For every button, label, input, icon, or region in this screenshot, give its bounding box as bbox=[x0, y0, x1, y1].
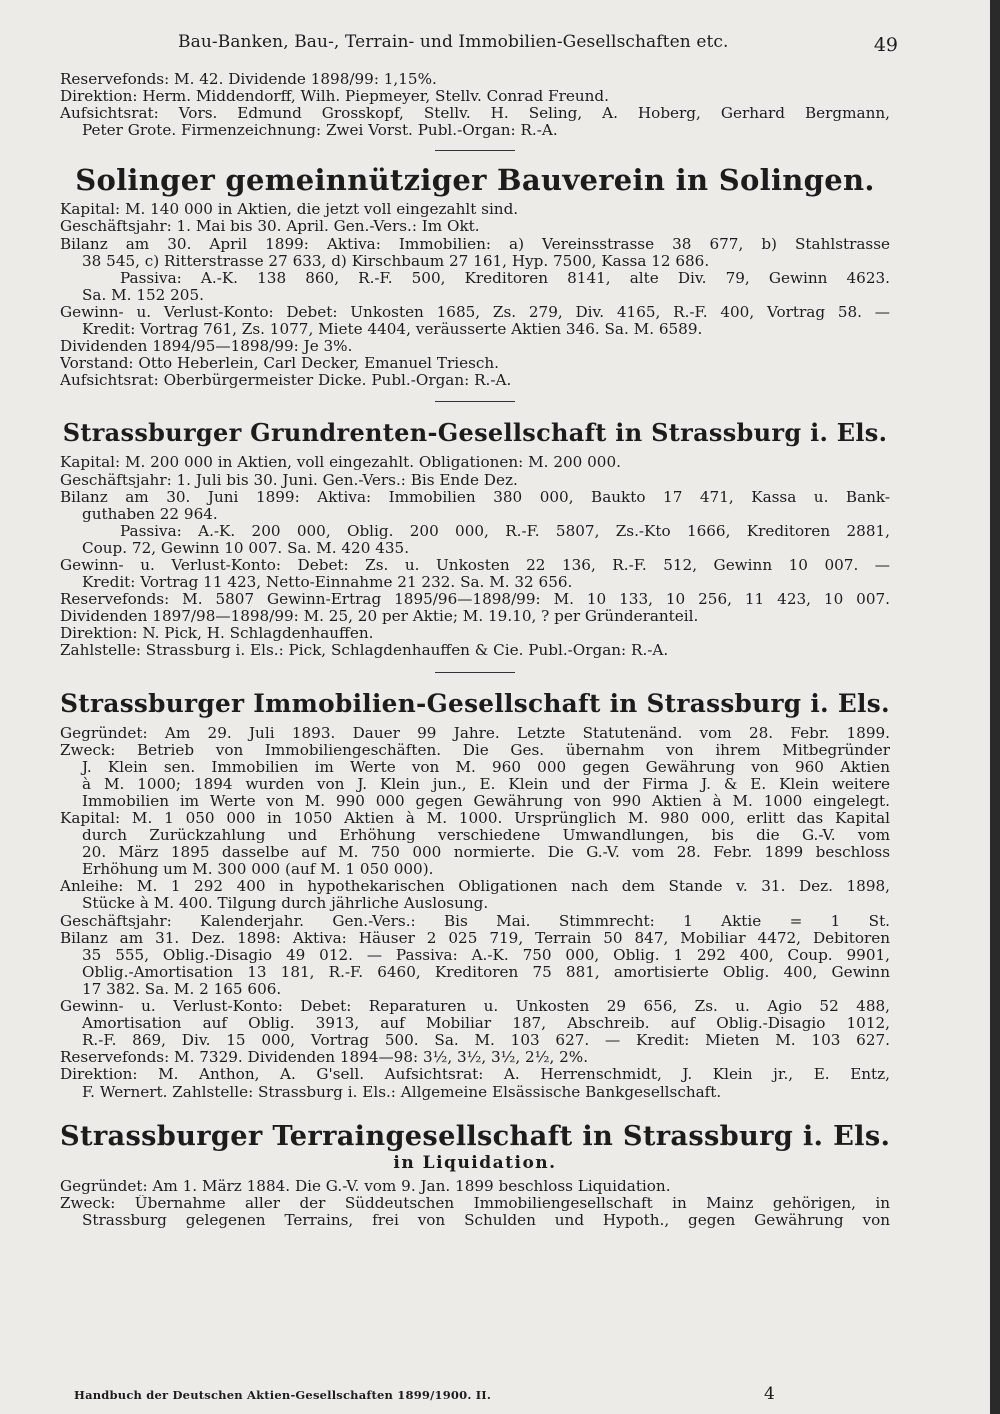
entry-title: Strassburger Terraingesellschaft in Strassburg i. Els. bbox=[60, 1119, 890, 1152]
page-footer bbox=[74, 1384, 844, 1410]
entry-previous-continuation bbox=[60, 71, 890, 139]
text-line: Gewinn- u. Verlust-Konto: Debet: Reparaturen u. Unkosten 29 656, Zs. u. Agio 52 488, bbox=[60, 998, 890, 1016]
text-line: Gewinn- u. Verlust-Konto: Debet: Zs. u. Unkosten 22 136, R.-F. 512, Gewinn 10 007. — bbox=[60, 556, 890, 574]
text-line: Bilanz am 30. Juni 1899: Aktiva: Immobilien 380 000, Baukto 17 471, Kassa u. Bank- bbox=[60, 488, 890, 506]
entry-subtitle: in Liquidation. bbox=[393, 1152, 557, 1173]
text-line: 38 545, c) Ritterstrasse 27 633, d) Kirschbaum 27 161, Hyp. 7500, Kassa 12 686. bbox=[82, 252, 710, 270]
section-divider bbox=[435, 150, 515, 151]
entry-immobilien bbox=[60, 687, 890, 1101]
text-line: guthaben 22 964. bbox=[82, 505, 218, 523]
entry-title: Strassburger Immobilien-Gesellschaft in Strassburg i. Els. bbox=[60, 688, 890, 718]
text-line: Immobilien im Werte von M. 990 000 gegen Gewährung von 990 Aktien à M. 1000 eingelegt. bbox=[82, 792, 890, 810]
text-line: Aufsichtsrat: Oberbürgermeister Dicke. Publ.-Organ: R.-A. bbox=[60, 372, 512, 390]
text-line: Direktion: N. Pick, H. Schlagdenhauffen. bbox=[60, 625, 374, 643]
entry-title: Solinger gemeinnütziger Bauverein in Solingen. bbox=[75, 163, 875, 198]
text-line: Gegründet: Am 29. Juli 1893. Dauer 99 Jahre. Letzte Statutenänd. vom 28. Febr. 1899. bbox=[60, 724, 890, 742]
text-line: 20. März 1895 dasselbe auf M. 750 000 normierte. Die G.-V. vom 28. Febr. 1899 beschloss bbox=[82, 844, 890, 862]
text-line: Anleihe: M. 1 292 400 in hypothekarischen Obligationen nach dem Stande v. 31. Dez. 1898, bbox=[60, 878, 890, 896]
entry-title: Strassburger Grundrenten-Gesellschaft in Strassburg i. Els. bbox=[62, 418, 888, 448]
page-content bbox=[60, 71, 890, 1229]
signature-mark: 4 bbox=[764, 1384, 775, 1404]
header-title: Bau-Banken, Bau-, Terrain- und Immobilien-Gesellschaften etc. bbox=[178, 32, 729, 52]
text-line: Direktion: M. Anthon, A. G'sell. Aufsichtsrat: A. Herrenschmidt, J. Klein jr., E. Entz, bbox=[60, 1066, 890, 1084]
running-header bbox=[178, 32, 898, 58]
text-line: Geschäftsjahr: Kalenderjahr. Gen.-Vers.: Bis Mai. Stimmrecht: 1 Aktie = 1 St. bbox=[60, 912, 890, 930]
text-line: Kredit: Vortrag 11 423, Netto-Einnahme 21 232. Sa. M. 32 656. bbox=[82, 574, 573, 592]
text-line: 35 555, Oblig.-Disagio 49 012. — Passiva: A.-K. 750 000, Oblig. 1 292 400, Coup. 9901, bbox=[82, 946, 890, 964]
entry-grundrenten bbox=[60, 416, 890, 659]
text-line: Gewinn- u. Verlust-Konto: Debet: Unkosten 1685, Zs. 279, Div. 4165, R.-F. 400, Vortrag 58. — bbox=[60, 303, 890, 321]
text-line: Bilanz am 31. Dez. 1898: Aktiva: Häuser 2 025 719, Terrain 50 847, Mobiliar 4472, Debitoren bbox=[60, 929, 890, 947]
page-number: 49 bbox=[873, 34, 898, 56]
text-line: Strassburg gelegenen Terrains, frei von Schulden und Hypoth., gegen Gewährung von bbox=[82, 1211, 890, 1229]
text-line: Coup. 72, Gewinn 10 007. Sa. M. 420 435. bbox=[82, 539, 410, 557]
text-line: Amortisation auf Oblig. 3913, auf Mobiliar 187, Abschreib. auf Oblig.-Disagio 1012, bbox=[82, 1015, 890, 1033]
text-line: Aufsichtsrat: Vors. Edmund Grosskopf, Stellv. H. Seling, A. Hoberg, Gerhard Bergmann, bbox=[60, 105, 890, 123]
text-line: Stücke à M. 400. Tilgung durch jährliche Auslosung. bbox=[82, 895, 489, 913]
text-line: Vorstand: Otto Heberlein, Carl Decker, Emanuel Triesch. bbox=[60, 355, 499, 373]
text-line: Zweck: Übernahme aller der Süddeutschen Immobiliengesellschaft in Mainz gehörigen, in bbox=[60, 1194, 890, 1212]
text-line: durch Zurückzahlung und Erhöhung verschiedene Umwandlungen, bis die G.-V. vom bbox=[82, 827, 890, 845]
text-line: Sa. M. 152 205. bbox=[82, 286, 204, 304]
text-line: Kapital: M. 200 000 in Aktien, voll eingezahlt. Obligationen: M. 200 000. bbox=[60, 454, 621, 472]
text-line: Kapital: M. 1 050 000 in 1050 Aktien à M. 1000. Ursprünglich M. 980 000, erlitt das Kapital bbox=[60, 810, 890, 827]
section-divider bbox=[435, 672, 515, 673]
text-line: Dividenden 1897/98—1898/99: M. 25, 20 per Aktie; M. 19.10, ? per Gründeranteil. bbox=[60, 608, 699, 626]
text-line: Passiva: A.-K. 200 000, Oblig. 200 000, R.-F. 5807, Zs.-Kto 1666, Kreditoren 2881, bbox=[120, 522, 890, 540]
text-line: Direktion: Herm. Middendorff, Wilh. Piepmeyer, Stellv. Conrad Freund. bbox=[60, 88, 609, 106]
footer-source: Handbuch der Deutschen Aktien-Gesellschaften 1899/1900. II. bbox=[74, 1388, 492, 1402]
text-line: J. Klein sen. Immobilien im Werte von M. 960 000 gegen Gewährung von 960 Aktien bbox=[82, 758, 890, 776]
text-line: Gegründet: Am 1. März 1884. Die G.-V. vom 9. Jan. 1899 beschloss Liquidation. bbox=[60, 1177, 671, 1195]
text-line: Reservefonds: M. 7329. Dividenden 1894—98: 3½, 3½, 3½, 2½, 2%. bbox=[60, 1049, 589, 1067]
entry-solinger bbox=[60, 163, 890, 389]
text-line: Oblig.-Amortisation 13 181, R.-F. 6460, Kreditoren 75 881, amortisierte Oblig. 400, Gewinn bbox=[82, 963, 890, 981]
text-line: F. Wernert. Zahlstelle: Strassburg i. Els.: Allgemeine Elsässische Bankgesellschaft. bbox=[82, 1083, 722, 1101]
text-line: Geschäftsjahr: 1. Mai bis 30. April. Gen.-Vers.: Im Okt. bbox=[60, 218, 480, 236]
text-line: Reservefonds: M. 42. Dividende 1898/99: 1,15%. bbox=[60, 71, 437, 88]
text-line: Zahlstelle: Strassburg i. Els.: Pick, Schlagdenhauffen & Cie. Publ.-Organ: R.-A. bbox=[60, 642, 669, 660]
text-line: 17 382. Sa. M. 2 165 606. bbox=[82, 980, 282, 998]
text-line: Kapital: M. 140 000 in Aktien, die jetzt voll eingezahlt sind. bbox=[60, 201, 519, 219]
text-line: Kredit: Vortrag 761, Zs. 1077, Miete 4404, veräusserte Aktien 346. Sa. M. 6589. bbox=[82, 321, 703, 339]
section-divider bbox=[435, 401, 515, 402]
text-line: à M. 1000; 1894 wurden von J. Klein jun., E. Klein und der Firma J. & E. Klein weitere bbox=[82, 775, 890, 793]
page-edge-shadow bbox=[990, 0, 1000, 1414]
entry-terrain bbox=[60, 1119, 890, 1229]
text-line: Reservefonds: M. 5807 Gewinn-Ertrag 1895/96—1898/99: M. 10 133, 10 256, 11 423, 10 007. bbox=[60, 591, 890, 609]
text-line: Peter Grote. Firmenzeichnung: Zwei Vorst. Publ.-Organ: R.-A. bbox=[82, 122, 558, 140]
text-line: Geschäftsjahr: 1. Juli bis 30. Juni. Gen.-Vers.: Bis Ende Dez. bbox=[60, 471, 518, 489]
text-line: R.-F. 869, Div. 15 000, Vortrag 500. Sa. M. 103 627. — Kredit: Mieten M. 103 627. bbox=[82, 1032, 890, 1050]
text-line: Erhöhung um M. 300 000 (auf M. 1 050 000). bbox=[82, 861, 434, 879]
text-line: Passiva: A.-K. 138 860, R.-F. 500, Kreditoren 8141, alte Div. 79, Gewinn 4623. bbox=[120, 269, 890, 287]
text-line: Zweck: Betrieb von Immobiliengeschäften. Die Ges. übernahm von ihrem Mitbegründer bbox=[60, 741, 890, 759]
text-line: Dividenden 1894/95—1898/99: Je 3%. bbox=[60, 338, 353, 356]
text-line: Bilanz am 30. April 1899: Aktiva: Immobilien: a) Vereinsstrasse 38 677, b) Stahlstrasse bbox=[60, 235, 890, 253]
